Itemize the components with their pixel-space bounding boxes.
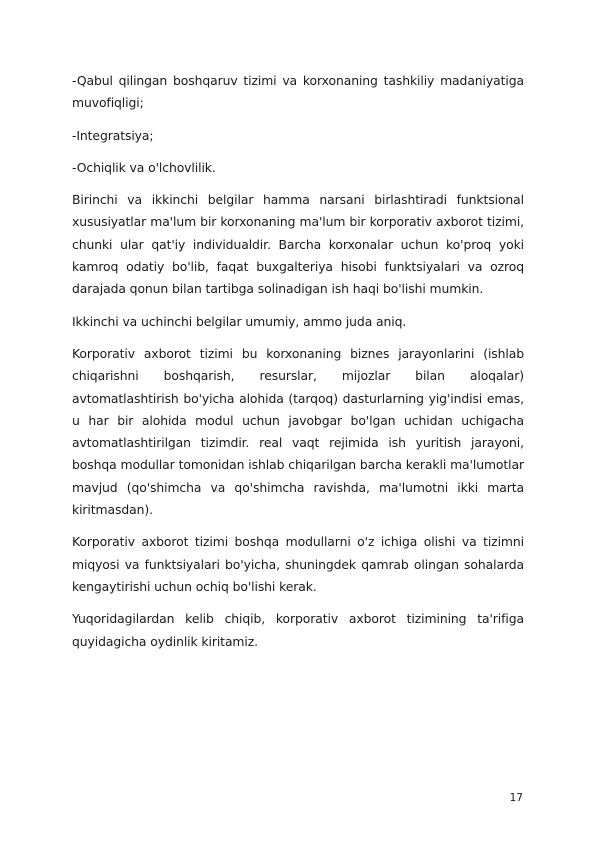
document-body <box>72 70 524 663</box>
paragraph-list-item-3: -Ochiqlik va o'lchovlilik. <box>72 159 216 175</box>
paragraph-5: Yuqoridagilardan kelib chiqib, korporativ axborot tizimining ta'rifiga quyidagicha oydinlik kiritamiz. <box>72 611 524 649</box>
paragraph-list-item-2: -Integratsiya; <box>72 127 154 143</box>
page-number: 17 <box>509 792 523 804</box>
paragraph-2: Ikkinchi va uchinchi belgilar umumiy, ammo juda aniq. <box>72 313 407 329</box>
paragraph-1: Birinchi va ikkinchi belgilar hamma narsani birlashtiradi funktsional xususiyatlar ma'lum bir korxonaning ma'lum bir korporativ axborot tizimi, chunki ular qat'iy individualdir. Barcha korxonalar uchun ko'proq yoki kamroq odatiy bo'lib, faqat buxgalteriya hisobi funktsiyalari va ozroq darajada qonun bilan tartibga solinadigan ish haqi bo'lishi mumkin. <box>72 192 524 297</box>
paragraph-list-item-1: -Qabul qilingan boshqaruv tizimi va korxonaning tashkiliy madaniyatiga muvofiqligi; <box>72 73 524 111</box>
paragraph-4: Korporativ axborot tizimi boshqa modullarni o'z ichiga olishi va tizimni miqyosi va funktsiyalari bo'yicha, shuningdek qamrab olingan sohalarda kengaytirishi uchun ochiq bo'lishi kerak. <box>72 534 524 594</box>
paragraph-3: Korporativ axborot tizimi bu korxonaning biznes jarayonlarini (ishlab chiqarishni boshqarish, resurslar, mijozlar bilan aloqalar) avtomatlashtirish bo'yicha alohida (tarqoq) dasturlarning yig'indisi emas, u har bir alohida modul uchun javobgar bo'lgan uchidan uchigacha avtomatlashtirilgan tizimdir. real vaqt rejimida ish yuritish jarayoni, boshqa modullar tomonidan ishlab chiqarilgan barcha kerakli ma'lumotlar mavjud (qo'shimcha va qo'shimcha ravishda, ma'lumotni ikki marta kiritmasdan). <box>72 345 524 518</box>
